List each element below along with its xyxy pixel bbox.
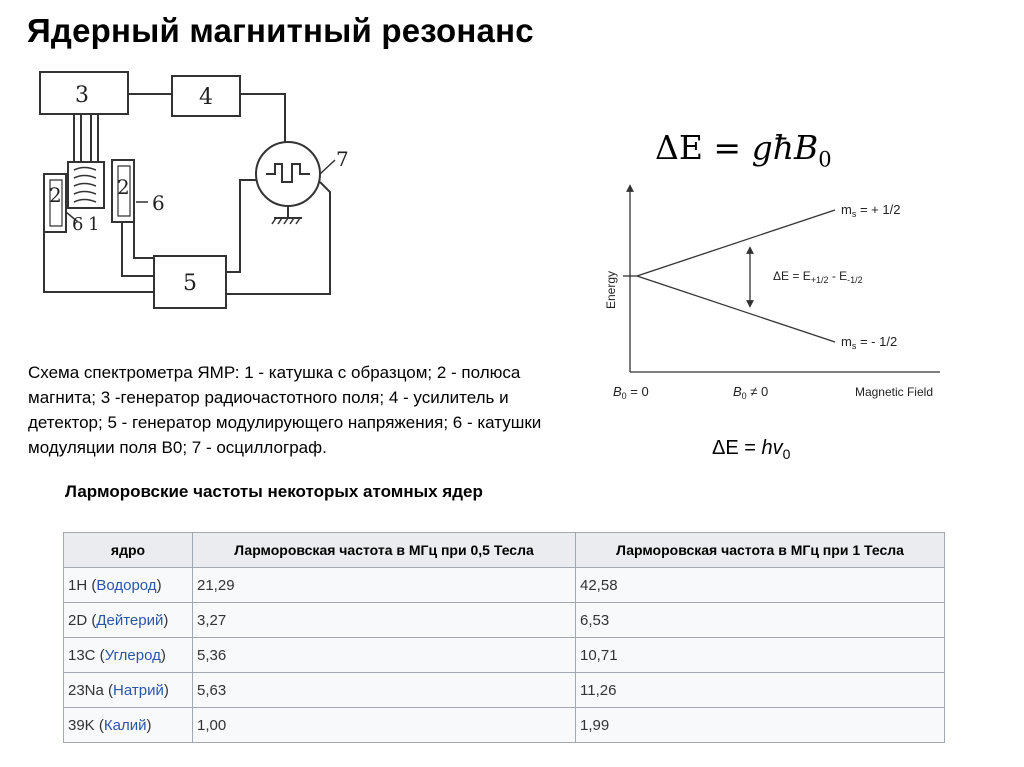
hbar-symbol: ħ (772, 128, 794, 167)
lower-level-line (637, 276, 835, 342)
nucleus-cell: 1H (Водород) (64, 568, 193, 603)
table-row (64, 708, 945, 743)
hv-symbol: hv (761, 437, 783, 459)
nmr-spectrometer-schematic (30, 62, 370, 332)
nucleus-cell: 39K (Калий) (64, 708, 193, 743)
lower-spin-label: $m_s$ = - 1/2 (841, 334, 898, 351)
freq-1t-cell: 6,53 (576, 603, 945, 638)
field-axis-label: Magnetic Field (854, 385, 933, 399)
header-freq-05t: Ларморовская частота в МГц при 0,5 Тесла (193, 533, 576, 568)
b0-nonzero-label: $B_0 \ne 0$ (733, 384, 769, 401)
zeeman-energy-diagram (595, 180, 945, 410)
nucleus-cell: 2D (Дейтерий) (64, 603, 193, 638)
label-2-left: 2 (49, 183, 62, 207)
label-6-right: 6 (152, 191, 165, 215)
table-row (64, 638, 945, 673)
b-subscript: 0 (818, 147, 832, 172)
delta-e-text-2: ΔE = (712, 437, 762, 459)
upper-level-line (637, 210, 835, 276)
freq-1t-cell: 10,71 (576, 638, 945, 673)
element-link[interactable]: Водород (96, 576, 157, 594)
header-nucleus: ядро (64, 533, 193, 568)
g-symbol: g (751, 128, 773, 167)
oscilloscope-7 (256, 142, 320, 206)
nucleus-cell: 23Na (Натрий) (64, 673, 193, 708)
label-2-right: 2 (117, 175, 130, 199)
element-link[interactable]: Натрий (113, 681, 164, 699)
element-link[interactable]: Углерод (104, 646, 161, 664)
hv-subscript: 0 (782, 446, 791, 462)
freq-05t-cell: 3,27 (193, 603, 576, 638)
label-3: 3 (75, 83, 89, 108)
label-1: 1 (88, 214, 100, 235)
freq-05t-cell: 1,00 (193, 708, 576, 743)
energy-formula (655, 128, 832, 172)
freq-1t-cell: 42,58 (576, 568, 945, 603)
freq-1t-cell: 1,99 (576, 708, 945, 743)
label-4: 4 (199, 85, 213, 110)
table-header-row (64, 533, 945, 568)
element-link[interactable]: Дейтерий (96, 611, 164, 629)
table-row (64, 603, 945, 638)
schematic-caption: Схема спектрометра ЯМР: 1 - катушка с образцом; 2 - полюса магнита; 3 -генератор радиочастотного поля; 4 - усилитель и детектор; 5 - генератор модулирующего напряжения; 6 - катушки модуляции поля В0; 7 - осциллограф. (28, 363, 542, 457)
larmor-frequency-table (63, 532, 945, 743)
element-link[interactable]: Калий (103, 716, 147, 734)
table-row (64, 568, 945, 603)
freq-05t-cell: 5,36 (193, 638, 576, 673)
delta-e-text: ΔE = (655, 128, 752, 167)
table-title: Ларморовские частоты некоторых атомных ядер (65, 482, 483, 501)
b-symbol: B (793, 128, 819, 167)
resonance-formula (712, 437, 790, 462)
freq-05t-cell: 5,63 (193, 673, 576, 708)
freq-05t-cell: 21,29 (193, 568, 576, 603)
page-title: Ядерный магнитный резонанс (27, 12, 534, 49)
label-7: 7 (336, 147, 349, 171)
delta-e-label: $\Delta E = E_{+1/2} - E_{-1/2}$ (773, 269, 863, 285)
header-freq-1t: Ларморовская частота в МГц при 1 Тесла (576, 533, 945, 568)
nucleus-cell: 13C (Углерод) (64, 638, 193, 673)
energy-axis-label: Energy (604, 270, 618, 310)
freq-1t-cell: 11,26 (576, 673, 945, 708)
upper-spin-label: $m_s$ = + 1/2 (841, 202, 901, 219)
label-5: 5 (183, 271, 197, 296)
label-6-left: 6 (72, 214, 84, 235)
table-row (64, 673, 945, 708)
b0-zero-label: $B_0 = 0$ (613, 384, 649, 401)
